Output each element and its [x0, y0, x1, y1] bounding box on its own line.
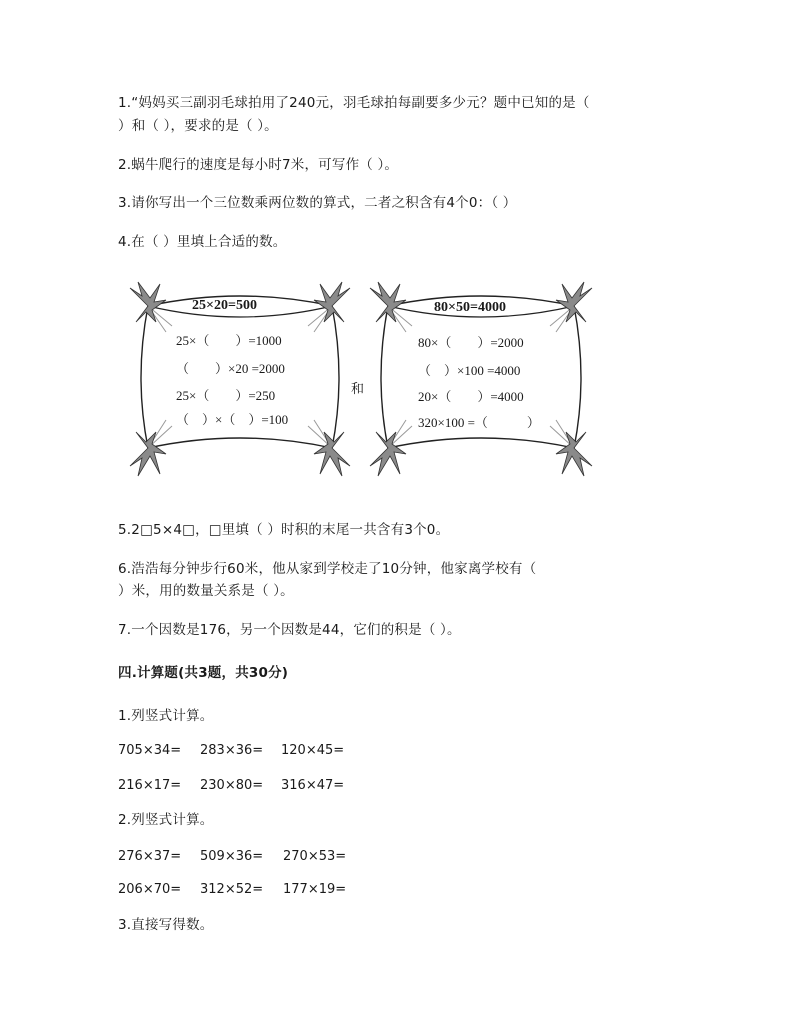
between-panels-text: 和 — [351, 382, 365, 397]
question-7: 7.一个因数是176，另一个因数是44，它们的积是（ ）。 — [118, 622, 461, 638]
calc-1-row-2-item-2: 230×80= — [200, 778, 264, 793]
calc-2-row-1-item-1: 276×37= — [118, 849, 182, 864]
calc-sub-3-title: 3.直接写得数。 — [118, 917, 214, 933]
calc-sub-1-title: 1.列竖式计算。 — [118, 708, 214, 724]
left-puzzle-panel — [126, 278, 354, 484]
calc-2-row-2-item-2: 312×52= — [200, 882, 264, 897]
calc-1-row-1-item-3: 120×45= — [281, 743, 345, 758]
question-6-line-1: 6.浩浩每分钟步行60米，他从家到学校走了10分钟，他家离学校有（ — [118, 561, 537, 577]
right-equation-3: 20×（ ）=4000 — [418, 389, 524, 404]
calc-1-row-2-item-3: 316×47= — [281, 778, 345, 793]
left-equation-1: 25×（ ）=1000 — [176, 333, 282, 348]
calc-1-row-2-item-1: 216×17= — [118, 778, 182, 793]
question-1-line-1: 1.“妈妈买三副羽毛球拍用了240元，羽毛球拍每副要多少元？题中已知的是（ — [118, 95, 590, 111]
calc-2-row-2-item-3: 177×19= — [283, 882, 347, 897]
right-equation-2: （ ）×100 =4000 — [418, 363, 521, 378]
left-panel-title: 25×20=500 — [192, 298, 257, 313]
calc-sub-2-title: 2.列竖式计算。 — [118, 812, 214, 828]
left-equation-3: 25×（ ）=250 — [176, 388, 276, 403]
calc-1-row-1-item-2: 283×36= — [200, 743, 264, 758]
right-panel-title: 80×50=4000 — [434, 300, 506, 315]
right-puzzle-panel — [366, 278, 596, 484]
calc-2-row-1-item-2: 509×36= — [200, 849, 264, 864]
left-equation-4: （ ）×（ ）=100 — [176, 412, 289, 427]
section-4-title: 四.计算题(共3题，共30分) — [118, 665, 289, 681]
right-equation-4: 320×100 =（ ） — [418, 415, 540, 430]
question-5: 5.2□5×4□，□里填（ ）时积的末尾一共含有3个0。 — [118, 522, 450, 538]
calc-1-row-1-item-1: 705×34= — [118, 743, 182, 758]
question-3: 3.请你写出一个三位数乘两位数的算式，二者之积含有4个0：（ ） — [118, 195, 517, 211]
question-1-line-2: ）和（ ），要求的是（ ）。 — [118, 118, 278, 134]
left-equation-2: （ ）×20 =2000 — [176, 361, 285, 376]
calc-2-row-2-item-1: 206×70= — [118, 882, 182, 897]
question-4: 4.在（ ）里填上合适的数。 — [118, 234, 287, 250]
right-equation-1: 80×（ ）=2000 — [418, 335, 524, 350]
question-2: 2.蜗牛爬行的速度是每小时7米，可写作（ ）。 — [118, 157, 399, 173]
calc-2-row-1-item-3: 270×53= — [283, 849, 347, 864]
question-6-line-2: ）米，用的数量关系是（ ）。 — [118, 583, 294, 599]
